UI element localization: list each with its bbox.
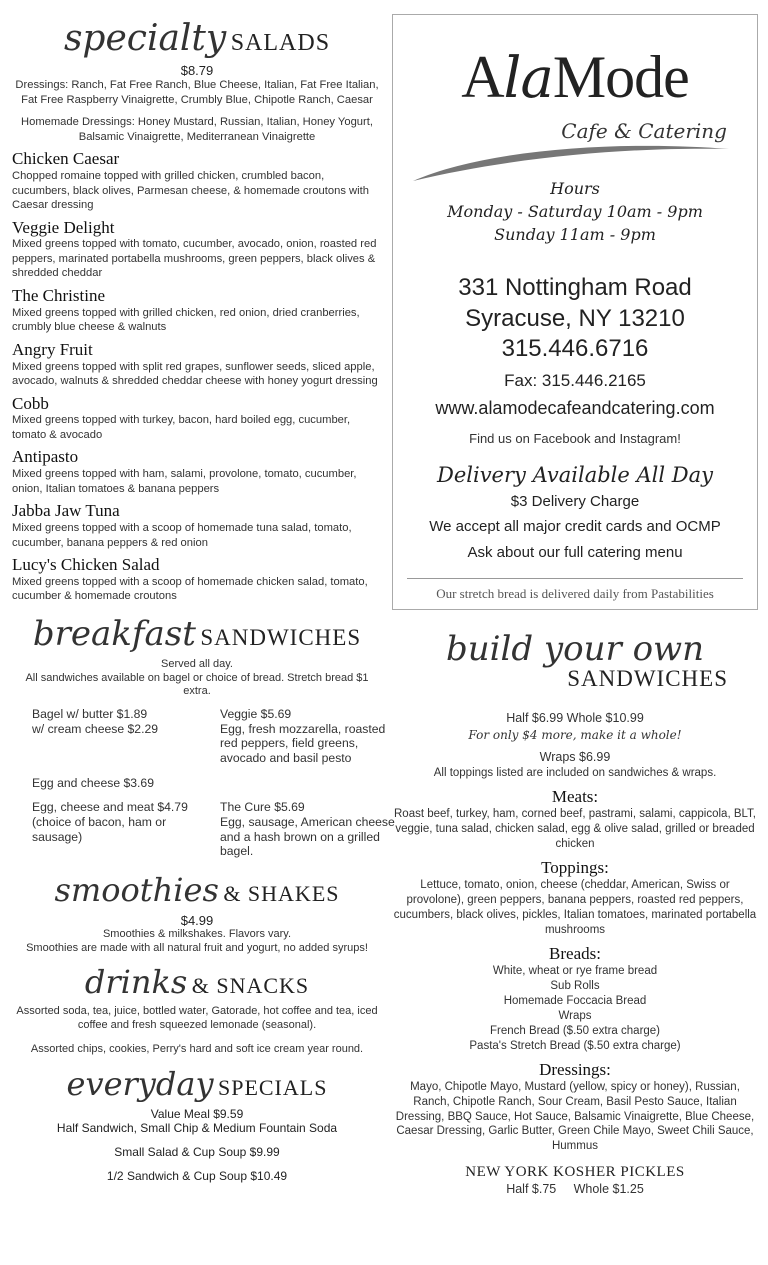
salads-heading-script: specialty	[63, 18, 227, 59]
salads-list	[12, 150, 382, 604]
breakfast-item: Veggie $5.69 Egg, fresh mozzarella, roasted red peppers, field greens, avocado and basil pesto	[220, 707, 386, 766]
salad-item-name: The Christine	[12, 286, 106, 305]
toppings-list: Lettuce, tomato, onion, cheese (cheddar, American, Swiss or provolone), green peppers, banana peppers, roasted red peppers, cucumbers, black olives, pickles, Italian tomatoes, marinated portabella mushrooms	[393, 879, 757, 937]
breakfast-item: Bagel w/ butter $1.89 w/ cream cheese $2.29	[32, 707, 159, 736]
logo-mode: Mode	[552, 44, 689, 110]
breakfast-grid	[12, 707, 395, 859]
toppings-heading: Toppings:	[541, 858, 609, 878]
salad-item-name: Lucy's Chicken Salad	[12, 555, 160, 575]
dressings-heading: Dressings:	[539, 1059, 611, 1079]
smoothies-heading	[12, 871, 382, 909]
build-heading-caps: SANDWICHES	[567, 666, 728, 691]
salad-item-desc: Mixed greens topped with a scoop of homemade chicken salad, tomato, cucumber & homemade croutons	[12, 575, 368, 603]
bread-item: Sub Rolls	[550, 979, 600, 992]
salads-price: $8.79	[180, 63, 214, 78]
build-heading	[392, 629, 758, 692]
hours-weekday: Monday - Saturday 10am - 9pm	[447, 202, 703, 222]
breakfast-item: Egg and cheese $3.69	[32, 775, 154, 790]
hours-title: Hours	[550, 179, 600, 198]
salad-item-desc: Mixed greens topped with turkey, bacon, hard boiled egg, cucumber, tomato & avocado	[12, 414, 351, 441]
drinks-note-beverages: Assorted soda, tea, juice, bottled water, Gatorade, hot coffee and tea, iced coffee and fresh squeezed lemonade (seasonal).	[16, 1005, 378, 1032]
address-street: 331 Nottingham Road	[458, 274, 692, 301]
info-box	[392, 14, 758, 610]
pickles-price: Half $.75 Whole $1.25	[506, 1182, 644, 1197]
bread-item: French Bread ($.50 extra charge)	[489, 1024, 661, 1037]
payment-note: We accept all major credit cards and OCMP	[429, 518, 721, 535]
right-column	[392, 14, 758, 1198]
salad-item-name: Antipasto	[12, 447, 79, 467]
address-city: Syracuse, NY 13210	[465, 304, 685, 332]
website-link[interactable]: www.alamodecafeandcatering.com	[435, 398, 715, 418]
left-column	[12, 18, 395, 1183]
build-wraps: Wraps $6.99	[539, 750, 611, 765]
specials-salad-soup: Small Salad & Cup Soup $9.99	[114, 1144, 280, 1159]
salad-item-desc: Mixed greens topped with a scoop of homemade tuna salad, tomato, cucumber, banana peppers & red onion	[12, 521, 352, 549]
build-more: For only $4 more, make it a whole!	[468, 727, 682, 742]
salad-item-desc: Chopped romaine topped with grilled chicken, crumbled bacon, cucumbers, black olives, Parmesan cheese, & homemade croutons with Caesar dressing	[12, 169, 369, 212]
dressings-list: Mayo, Chipotle Mayo, Mustard (yellow, spicy or honey), Russian, Ranch, Chipotle Ranch, Sour Cream, Basil Pesto Sauce, Italian Dressing, BBQ Sauce, Hot Sauce, Balsamic Vinaigrette, Blue Cheese, Caesar Dressing, Garlic Butter, Green Chile Mayo, Sweet Chili Sauce, Hummus	[395, 1080, 755, 1153]
specials-value-desc: Half Sandwich, Small Chip & Medium Fountain Soda	[56, 1120, 338, 1135]
phone: 315.446.6716	[501, 335, 649, 363]
specials-heading-caps: SPECIALS	[217, 1074, 328, 1100]
logo-la: la	[503, 46, 553, 111]
smoothies-note-natural: Smoothies are made with all natural fruit and yogurt, no added syrups!	[26, 941, 368, 954]
salad-item-name: Chicken Caesar	[12, 149, 120, 169]
salad-item-desc: Mixed greens topped with ham, salami, provolone, tomato, cucumber, onion, Italian tomatoes & banana peppers	[12, 468, 357, 495]
breads-list	[392, 964, 758, 1054]
logo-subtitle: Cafe & Catering	[561, 119, 727, 143]
breakfast-heading-script: breakfast	[32, 613, 196, 654]
logo	[393, 43, 757, 112]
address	[393, 273, 757, 365]
salads-heading	[12, 18, 382, 59]
pickles-heading: NEW YORK KOSHER PICKLES	[465, 1164, 685, 1181]
build-heading-script: build your own	[445, 629, 705, 669]
drinks-note-snacks: Assorted chips, cookies, Perry's hard and soft ice cream year round.	[30, 1042, 364, 1055]
smoothies-price: $4.99	[180, 912, 214, 928]
logo-a: A	[461, 44, 504, 110]
specials-value-meal: Value Meal $9.59	[150, 1106, 244, 1121]
breakfast-note-bread: All sandwiches available on bagel or choice of bread. Stretch bread $1 extra.	[25, 671, 369, 698]
hours-sunday: Sunday 11am - 9pm	[494, 225, 656, 245]
smoothies-heading-script: smoothies	[54, 870, 219, 909]
drinks-heading	[12, 963, 382, 1001]
breakfast-item: The Cure $5.69 Egg, sausage, American cheese and a hash brown on a grilled bagel.	[220, 800, 395, 859]
breakfast-item: Egg, cheese and meat $4.79 (choice of bacon, ham or sausage)	[32, 800, 188, 844]
bread-item: Wraps	[558, 1009, 592, 1022]
specials-heading	[12, 1065, 382, 1103]
drinks-heading-caps: & SNACKS	[191, 973, 310, 999]
social-note: Find us on Facebook and Instagram!	[469, 431, 681, 446]
salad-item-desc: Mixed greens topped with tomato, cucumber, avocado, onion, roasted red peppers, marinated portabella mushrooms, green peppers, black olives & shredded cheddar	[12, 238, 377, 280]
specials-heading-script: everyday	[66, 1064, 214, 1103]
salads-dressings: Dressings: Ranch, Fat Free Ranch, Blue Cheese, Italian, Fat Free Italian, Fat Free Raspberry Vinaigrette, Crumbly Blue, Chipotle Ranch, Caesar	[15, 79, 379, 106]
salads-heading-caps: SALADS	[230, 30, 331, 56]
build-wraps-note: All toppings listed are included on sandwiches & wraps.	[433, 766, 717, 779]
salad-item-desc: Mixed greens topped with grilled chicken, red onion, dried cranberries, crumbly blue cheese & walnuts	[12, 306, 360, 334]
salad-item-name: Angry Fruit	[12, 339, 93, 359]
breakfast-heading	[12, 614, 382, 654]
smoothies-heading-caps: & SHAKES	[223, 880, 340, 906]
salads-homemade-dressings: Homemade Dressings: Honey Mustard, Russian, Italian, Honey Yogurt, Balsamic Vinaigrette, Mediterranean Vinaigrette	[21, 116, 373, 143]
delivery-charge: $3 Delivery Charge	[510, 493, 640, 510]
build-price: Half $6.99 Whole $10.99	[506, 711, 644, 725]
bread-item: Homemade Foccacia Bread	[503, 994, 647, 1007]
drinks-heading-script: drinks	[84, 963, 188, 1002]
bread-item: Pasta's Stretch Bread ($.50 extra charge)	[469, 1039, 681, 1052]
smoothies-note-flavors: Smoothies & milkshakes. Flavors vary.	[102, 927, 292, 940]
delivery-heading: Delivery Available All Day	[437, 463, 713, 487]
meats-heading: Meats:	[551, 787, 599, 807]
salad-item-name: Veggie Delight	[12, 217, 115, 237]
breakfast-item	[220, 776, 400, 791]
salad-item-name: Cobb	[12, 393, 49, 413]
bread-item: White, wheat or rye frame bread	[492, 965, 658, 978]
specials-sandwich-soup: 1/2 Sandwich & Cup Soup $10.49	[106, 1168, 288, 1183]
breakfast-note-served: Served all day.	[161, 657, 233, 670]
fax: Fax: 315.446.2165	[504, 371, 646, 390]
breads-heading: Breads:	[549, 944, 601, 964]
divider	[407, 578, 743, 579]
meats-list: Roast beef, turkey, ham, corned beef, pastrami, salami, cappicola, BLT, veggie, tuna salad, chicken salad, egg & olive salad, grilled or breaded chicken	[394, 808, 756, 851]
salad-item-name: Jabba Jaw Tuna	[12, 501, 120, 521]
breakfast-heading-caps: SANDWICHES	[200, 624, 362, 650]
stretch-bread-note: Our stretch bread is delivered daily from Pastabilities	[436, 586, 714, 601]
catering-note: Ask about our full catering menu	[467, 544, 683, 561]
hours	[393, 177, 757, 247]
salad-item-desc: Mixed greens topped with split red grapes, sunflower seeds, sliced apple, avocado, walnuts & shredded cheddar cheese with honey yogurt dressing	[12, 360, 378, 388]
